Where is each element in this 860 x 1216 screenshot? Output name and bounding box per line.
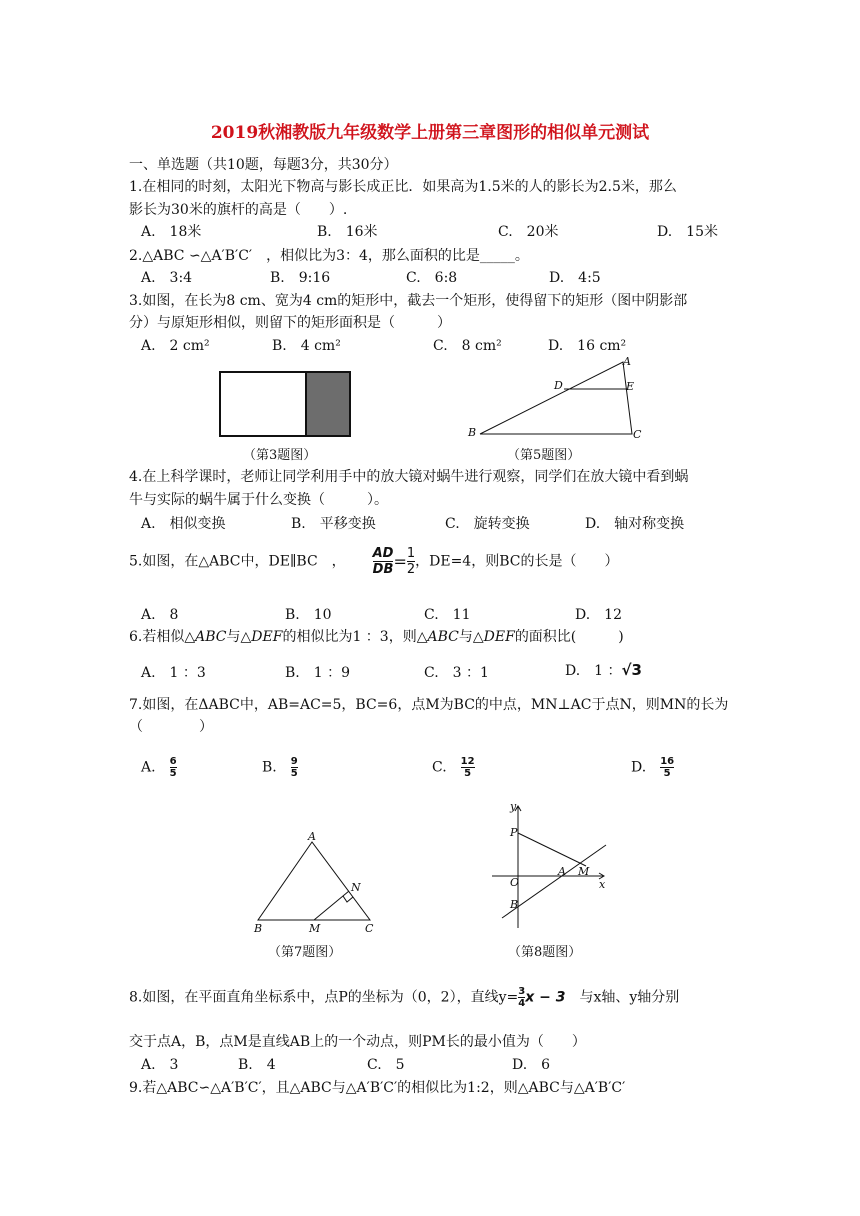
fig5-label-a: A <box>623 355 631 368</box>
q7-a-num: 6 <box>169 756 177 767</box>
q8-option-d[interactable]: D. 6 <box>512 1057 551 1073</box>
q9-text: 9.若△ABC∽△A′B′C′，且△ABC与△A′B′C′的相似比为1:2，则△ABC与△A′B′C′ <box>129 1080 626 1096</box>
fig8-label-p: P <box>510 826 518 839</box>
q2-option-d[interactable]: D. 4:5 <box>549 270 601 286</box>
q6-part3: 的相似比为1 ：3，则△ <box>282 629 428 645</box>
q7-b-num: 9 <box>290 756 298 767</box>
q6-def-2: DEF <box>483 629 515 645</box>
figure-3-rectangle <box>218 370 354 438</box>
q6-option-d[interactable] <box>565 660 642 680</box>
q1-option-c[interactable]: C. 20米 <box>498 224 559 240</box>
q7-text-line1: 7.如图，在ΔABC中，AB=AC=5，BC=6，点M为BC的中点，MN⊥AC于点N，则MN的长为 <box>129 697 729 713</box>
q4-option-d[interactable]: D. 轴对称变换 <box>585 516 685 532</box>
q6-part2: 与△ <box>226 629 252 645</box>
q7-text-line2: （ ） <box>129 719 213 735</box>
q7-option-d[interactable] <box>631 756 674 779</box>
q3-option-a[interactable]: A. 2 cm² <box>141 338 210 354</box>
q7-d-num: 16 <box>660 756 675 767</box>
q6-def: DEF <box>251 629 283 645</box>
q5-text-post: ，DE=4，则BC的长是（ ） <box>415 553 619 570</box>
q6-option-d-label: D. 1 ： <box>565 663 622 679</box>
q4-option-b[interactable]: B. 平移变换 <box>291 516 376 532</box>
q5-ratio-fraction <box>373 546 394 577</box>
figure-7-caption: （第7题图） <box>268 945 342 960</box>
q1-option-a[interactable]: A. 18米 <box>141 224 202 240</box>
q3-text-line2: 分）与原矩形相似，则留下的矩形面积是（ ） <box>129 315 451 331</box>
q7-d-den: 5 <box>663 768 671 779</box>
fig5-label-b: B <box>468 426 477 439</box>
q6-option-c[interactable]: C. 3 ：1 <box>424 665 489 681</box>
q5-option-b[interactable]: B. 10 <box>285 607 332 623</box>
q1-text-line2: 影长为30米的旗杆的高是（ ）. <box>129 202 348 218</box>
fig8-label-a: A <box>558 865 566 878</box>
q3-option-d[interactable]: D. 16 cm² <box>548 338 627 354</box>
q6-part1: 6.若相似△ <box>129 629 196 645</box>
q8-option-b[interactable]: B. 4 <box>238 1057 276 1073</box>
q8-frac-num: 3 <box>518 986 526 997</box>
fig8-label-y: y <box>510 800 517 813</box>
q5-frac2-num: 1 <box>406 546 416 561</box>
q5-text: 5.如图，在△ABC中，DE∥BC ， $\frac{AD}{DB}$ = $\frac{1}{2}$ ，DE=4，则BC的长是（ ） <box>129 546 619 577</box>
fig5-label-c: C <box>633 428 642 441</box>
q5-option-a[interactable]: A. 8 <box>141 607 179 623</box>
q7-option-b[interactable] <box>262 756 298 779</box>
fig8-label-x: x <box>599 878 606 891</box>
q1-text-line1: 1.在相同的时刻，太阳光下物高与影长成正比．如果高为1.5米的人的影长为2.5米，那么 <box>129 179 677 195</box>
q8-expression: x − 3 <box>525 989 566 1006</box>
q6-part4: 与△ <box>458 629 484 645</box>
fig8-label-o: O <box>510 876 520 889</box>
q7-option-c-label: C. <box>432 759 447 776</box>
q5-option-d[interactable]: D. 12 <box>575 607 622 623</box>
q6-option-b[interactable]: B. 1 ：9 <box>285 665 351 681</box>
q1-option-b[interactable]: B. 16米 <box>317 224 378 240</box>
shaded-rectangle <box>306 372 350 436</box>
q3-text-line1: 3.如图，在长为8 cm、宽为4 cm的矩形中，截去一个矩形，使得留下的矩形（图中阴影部 <box>129 293 688 309</box>
section-heading: 一、单选题（共10题，每题3分，共30分） <box>129 157 398 173</box>
fig5-label-e: E <box>626 380 635 393</box>
q1-option-d[interactable]: D. 15米 <box>657 224 718 240</box>
q7-a-den: 5 <box>169 768 177 779</box>
q2-option-c[interactable]: C. 6:8 <box>406 270 458 286</box>
q7-c-den: 5 <box>464 768 472 779</box>
q5-frac-den: DB <box>372 562 394 577</box>
q2-option-a[interactable]: A. 3:4 <box>141 270 193 286</box>
q3-option-b[interactable]: B. 4 cm² <box>272 338 341 354</box>
q4-text-line1: 4.在上科学课时，老师让同学利用手中的放大镜对蜗牛进行观察，同学们在放大镜中看到蜗 <box>129 469 689 485</box>
fig8-label-b: B <box>510 898 519 911</box>
q7-option-a-label: A. <box>141 759 156 776</box>
q5-frac2-den: 2 <box>406 562 416 577</box>
q6-abc-2: ABC <box>427 629 459 645</box>
q7-b-den: 5 <box>290 768 298 779</box>
figure-5-caption: （第5题图） <box>507 448 581 463</box>
fig7-label-m: M <box>309 922 321 935</box>
q6-text <box>129 626 624 646</box>
q8-option-c[interactable]: C. 5 <box>367 1057 405 1073</box>
fig5-label-d: D <box>554 379 563 392</box>
q2-option-b[interactable]: B. 9:16 <box>270 270 331 286</box>
q7-c-num: 12 <box>460 756 475 767</box>
q3-option-c[interactable]: C. 8 cm² <box>433 338 502 354</box>
q6-sqrt-3: √3 <box>621 661 642 679</box>
q5-frac-num: AD <box>372 546 394 561</box>
q5-option-c[interactable]: C. 11 <box>424 607 471 623</box>
fig7-label-a: A <box>308 830 316 843</box>
document-title: 2019秋湘教版九年级数学上册第三章图形的相似单元测试 <box>210 123 650 143</box>
q6-option-a[interactable]: A. 1 ：3 <box>141 665 206 681</box>
q7-option-d-label: D. <box>631 759 647 776</box>
q4-option-c[interactable]: C. 旋转变换 <box>445 516 530 532</box>
q8-text-line2: 交于点A，B，点M是直线AB上的一个动点，则PM长的最小值为（ ） <box>129 1034 586 1050</box>
q8-option-a[interactable]: A. 3 <box>141 1057 179 1073</box>
q6-part5: 的面积比( ) <box>514 629 624 645</box>
fig8-label-m: M <box>578 865 590 878</box>
q6-abc: ABC <box>195 629 227 645</box>
q7-option-b-label: B. <box>262 759 277 776</box>
figure-5-triangle <box>460 352 650 444</box>
fig7-label-b: B <box>254 922 263 935</box>
q5-text-pre: 5.如图，在△ABC中，DE∥BC ， <box>129 553 346 570</box>
q4-text-line2: 牛与实际的蜗牛属于什么变换（ ）。 <box>129 492 388 508</box>
q2-text: 2.△ABC ∽△A′B′C′ ，相似比为3：4，那么面积的比是_____。 <box>129 248 529 264</box>
q7-option-c[interactable] <box>432 756 475 779</box>
q8-text-line1 <box>129 986 679 1009</box>
q7-option-a[interactable] <box>141 756 177 779</box>
figure-8-coordinate-plane <box>488 800 618 934</box>
q8-frac-den: 4 <box>518 998 526 1009</box>
q8-text-pre: 8.如图，在平面直角坐标系中，点P的坐标为（0，2），直线y= <box>129 989 519 1006</box>
figure-3-caption: （第3题图） <box>243 448 317 463</box>
q5-value-fraction <box>407 546 415 577</box>
fig7-label-c: C <box>365 922 374 935</box>
figure-8-caption: （第8题图） <box>508 945 582 960</box>
q4-option-a[interactable]: A. 相似变换 <box>141 516 226 532</box>
figure-7-triangle <box>248 828 384 938</box>
fig7-label-n: N <box>351 881 361 894</box>
q8-text-post: 与x轴、y轴分别 <box>579 989 680 1006</box>
